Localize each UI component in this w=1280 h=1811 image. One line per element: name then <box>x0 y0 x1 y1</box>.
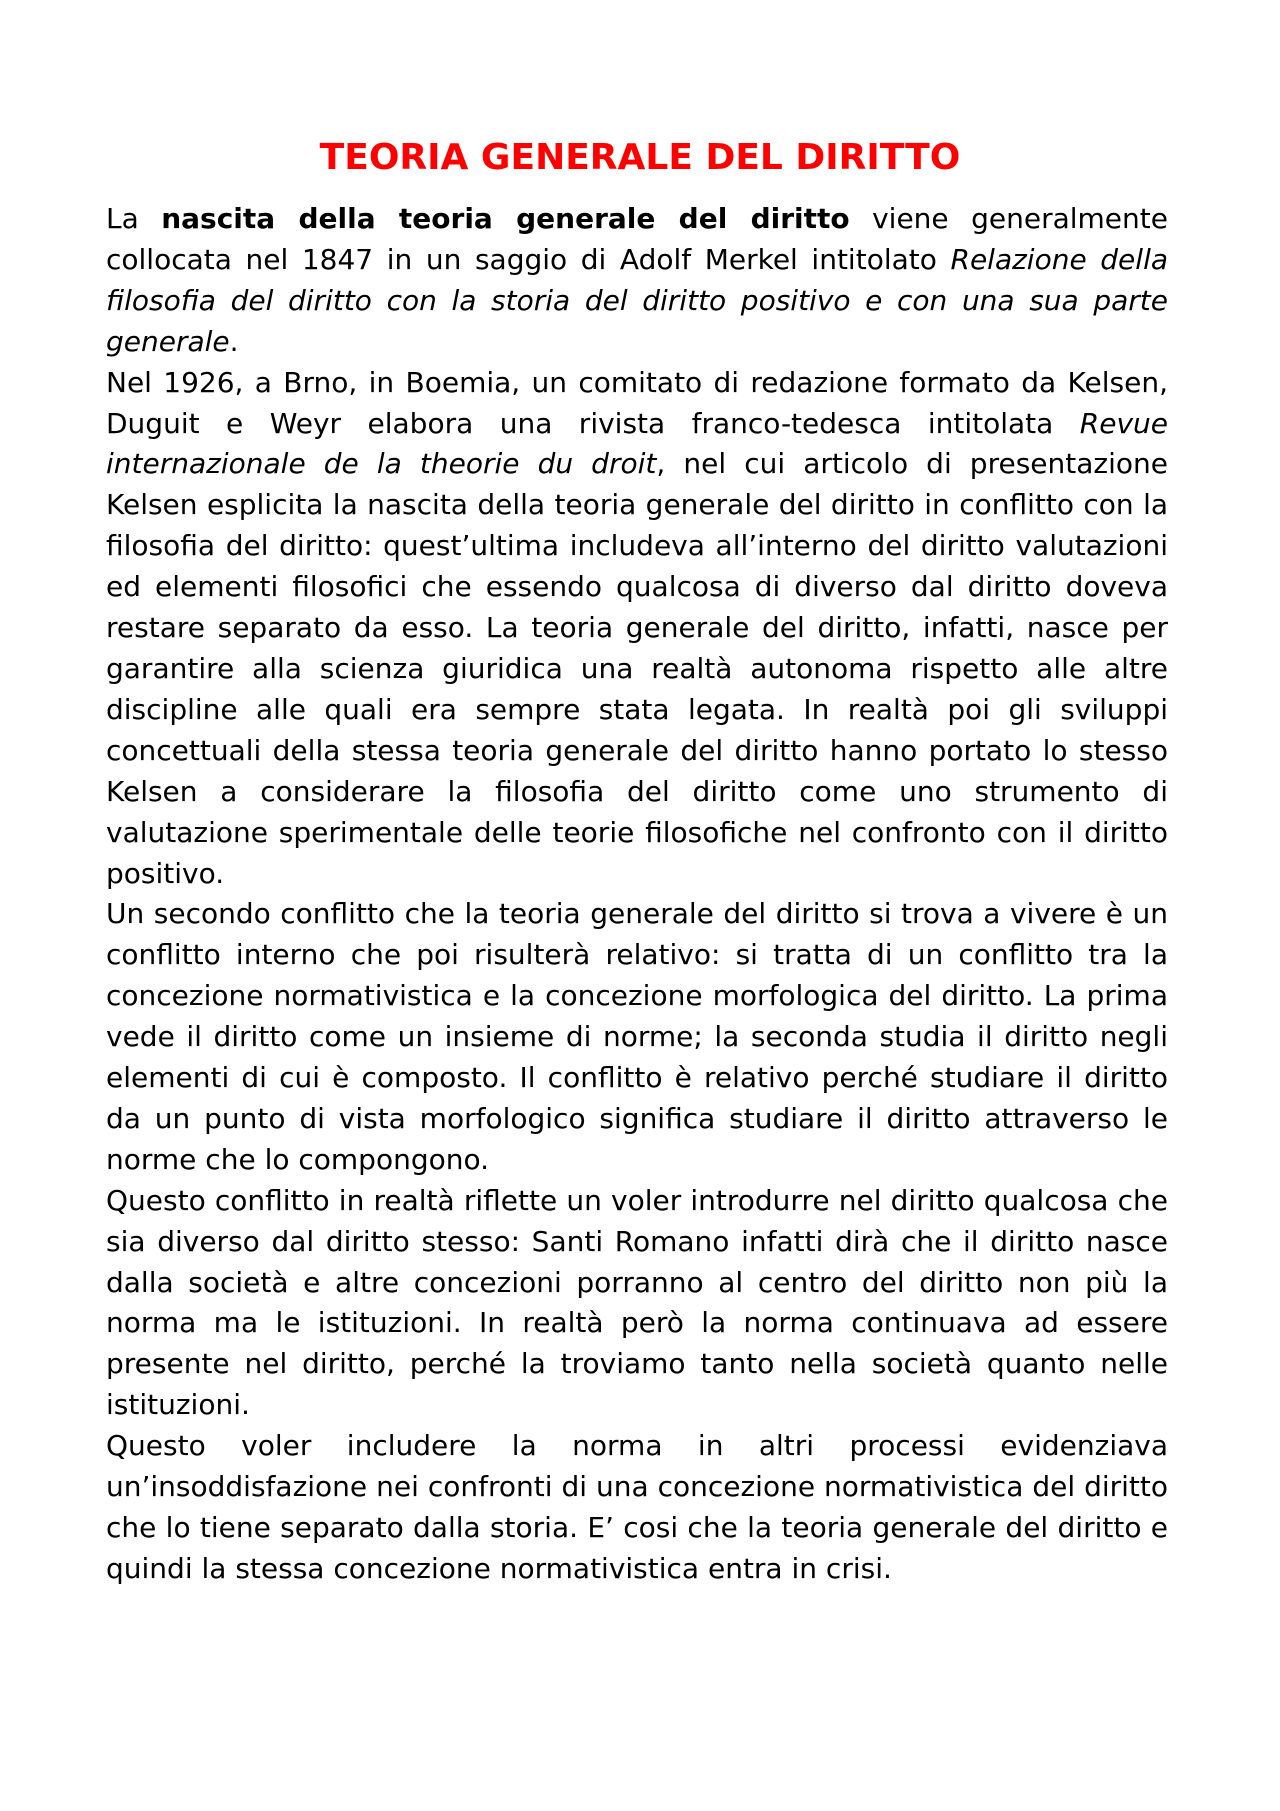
paragraph-1-text-c: . <box>229 324 239 358</box>
paragraph-5: Questo voler includere la norma in altri processi evidenziava un’insoddisfazione nei confronti di una concezione normativistica del diritto che lo tiene separato dalla storia. E’ cosi che la teoria generale del diritto e quindi la stessa concezione normativistica entra in crisi. <box>106 1429 1168 1585</box>
paragraph-1 <box>106 199 1168 363</box>
paragraph-1-bold-phrase: nascita della teoria generale del diritto <box>161 202 850 235</box>
paragraph-1-text-b: viene generalmente collocata nel 1847 in un saggio di Adolf Merkel intitolato <box>106 202 1168 276</box>
paragraph-2-text-b: , nel cui articolo di presentazione Kelsen esplicita la nascita della teoria generale del diritto in conflitto con la filosofia del diritto: quest’ultima includeva all’interno del diritto valutazioni ed elementi filosofici che essendo qualcosa di diverso dal diritto doveva restare separato da esso. La teoria generale del diritto, infatti, nasce per garantire alla scienza giuridica una realtà autonoma rispetto alle altre discipline alle quali era sempre stata legata. In realtà poi gli sviluppi concettuali della stessa teoria generale del diritto hanno portato lo stesso Kelsen a considerare la filosofia del diritto come uno strumento di valutazione sperimentale delle teorie filosofiche nel confronto con il diritto positivo. <box>106 447 1168 890</box>
paragraph-4: Questo conflitto in realtà riflette un voler introdurre nel diritto qualcosa che sia diverso dal diritto stesso: Santi Romano infatti dirà che il diritto nasce dalla società e altre concezioni porranno al centro del diritto non più la norma ma le istituzioni. In realtà però la norma continuava ad essere presente nel diritto, perché la troviamo tanto nella società quanto nelle istituzioni. <box>106 1183 1168 1422</box>
paragraph-2-text-a: Nel 1926, a Brno, in Boemia, un comitato di redazione formato da Kelsen, Duguit e Weyr elabora una rivista franco-tedesca intitolata <box>106 365 1168 440</box>
document-body <box>106 199 1168 1590</box>
paragraph-1-text-a: La <box>106 202 162 235</box>
paragraph-2-italic-title: Revue internazionale de la theorie du droit <box>106 406 1168 481</box>
document-title: TEORIA GENERALE DEL DIRITTO <box>319 137 961 178</box>
paragraph-1-italic-title: Relazione della filosofia del diritto con la storia del diritto positivo e con una sua parte generale <box>106 242 1169 358</box>
paragraph-3: Un secondo conflitto che la teoria generale del diritto si trova a vivere è un conflitto interno che poi risulterà relativo: si tratta di un conflitto tra la concezione normativistica e la concezione morfologica del diritto. La prima vede il diritto come un insieme di norme; la seconda studia il diritto negli elementi di cui è composto. Il conflitto è relativo perché studiare il diritto da un punto di vista morfologico significa studiare il diritto attraverso le norme che lo compongono. <box>106 897 1168 1176</box>
paragraph-2 <box>106 363 1168 895</box>
